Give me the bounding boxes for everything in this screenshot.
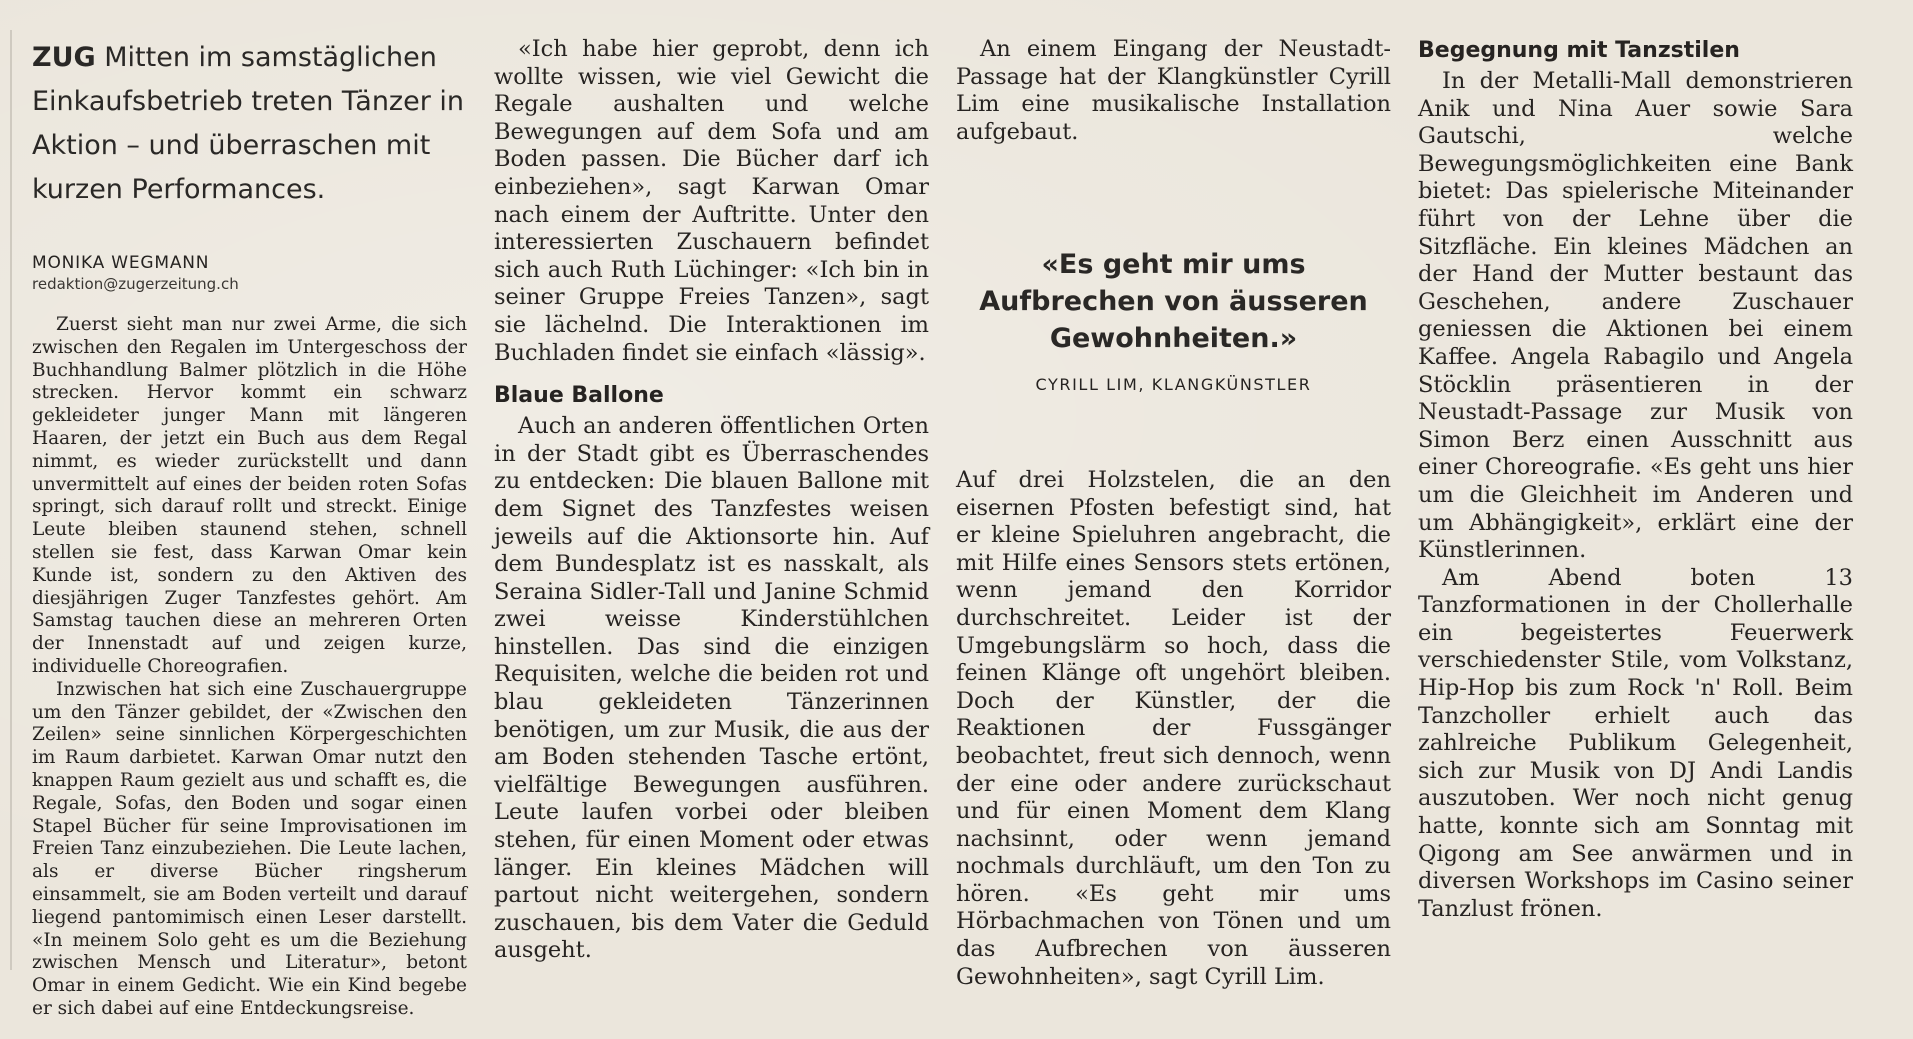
column-rule	[10, 30, 12, 970]
body-paragraph: An einem Eingang der Neustadt-Passage hat der Klangkünstler Cyrill Lim eine musikalische Installation aufgebaut.	[956, 36, 1391, 145]
column-1	[32, 36, 467, 1021]
body-paragraph: Auch an anderen öffentlichen Orten in der Stadt gibt es Überraschendes zu entdecken: Die blauen Ballone mit dem Signet des Tanzfestes weisen jeweils auf die Aktionsorte hin. Auf dem Bundesplatz ist es nasskalt, als Seraina Sidler-Tall und Janine Schmid zwei weisse Kinderstühlchen hinstellen. Das sind die einzigen Requisiten, welche die beiden rot und blau gekleideten Tänzerinnen benötigen, um zur Musik, die aus der am Boden stehenden Tasche ertönt, vielfältige Bewegungen ausführen. Leute laufen vorbei oder bleiben stehen, für einen Moment oder etwas länger. Ein kleines Mädchen will partout nicht weitergehen, sondern zuschauen, bis dem Vater die Geduld ausgeht.	[494, 413, 929, 964]
byline-email: redaktion@zugerzeitung.ch	[32, 275, 239, 293]
lead-paragraph	[32, 36, 467, 212]
subheading: Begegnung mit Tanzstilen	[1418, 38, 1740, 63]
lead-kicker: ZUG	[32, 42, 96, 73]
column-3	[956, 36, 1391, 991]
body-paragraph: Inzwischen hat sich eine Zuschauergruppe um den Tänzer gebildet, der «Zwischen den Zeilen» seine sinnlichen Körpergeschichten im Raum darbietet. Karwan Omar nutzt den knappen Raum gezielt aus und schafft es, die Regale, Sofas, den Boden und sogar einen Stapel Bücher für seine Improvisationen im Freien Tanz einzubeziehen. Die Leute lachen, als er diverse Bücher ringsherum einsammelt, sie am Boden verteilt und darauf liegend pantomimisch einen Leser darstellt. «In meinem Solo geht es um die Beziehung zwischen Mensch und Literatur», betont Omar in einem Gedicht. Wie ein Kind begebe er sich dabei auf eine Entdeckungsreise.	[32, 678, 467, 1019]
pull-quote	[956, 246, 1391, 399]
body-paragraph: Auf drei Holzstelen, die an den eisernen Pfosten befestigt sind, hat er kleine Spieluhren angebracht, die mit Hilfe eines Sensors stets ertönen, wenn jemand den Korridor durchschreitet. Leider ist der Umgebungslärm so hoch, dass die feinen Klänge oft ungehört bleiben. Doch der Künstler, der die Reaktionen der Fussgänger beobachtet, freut sich dennoch, wenn der eine oder andere zurückschaut und für einen Moment dem Klang nachsinnt, oder wenn jemand nochmals durchläuft, um den Ton zu hören. «Es geht mir ums Hörbachmachen von Tönen und um das Aufbrechen von äusseren Gewohnheiten», sagt Cyrill Lim.	[956, 466, 1391, 990]
column-2	[494, 36, 929, 965]
body-paragraph: Zuerst sieht man nur zwei Arme, die sich zwischen den Regalen im Untergeschoss der Buchhandlung Balmer plötzlich in die Höhe strecken. Hervor kommt ein schwarz gekleideter junger Mann mit längeren Haaren, der jetzt ein Buch aus dem Regal nimmt, es wieder zurückstellt und dann unvermittelt auf eines der beiden roten Sofas springt, sich darauf rollt und streckt. Einige Leute bleiben staunend stehen, schnell stellen sie fest, dass Karwan Omar kein Kunde ist, sondern zu den Aktiven des diesjährigen Zuger Tanzfestes gehört. Am Samstag tauchen diese an mehreren Orten der Innenstadt auf und zeigen kurze, individuelle Choreografien.	[32, 314, 467, 677]
subheading: Blaue Ballone	[494, 383, 664, 409]
body-paragraph: In der Metalli-Mall demonstrieren Anik und Nina Auer sowie Sara Gautschi, welche Bewegungsmöglichkeiten eine Bank bietet: Das spielerische Miteinander führt von der Lehne über die Sitzfläche. Ein kleines Mädchen an der Hand der Mutter bestaunt das Geschehen, andere Zuschauer geniessen die Aktionen bei einem Kaffee. Angela Rabagilo und Angela Stöcklin präsentieren in der Neustadt-Passage zur Musik von Simon Berz einen Ausschnitt aus einer Choreografie. «Es geht uns hier um die Gleichheit im Anderen und um Abhängigkeit», erklärt eine der Künstlerinnen.	[1418, 68, 1853, 564]
pull-quote-source: CYRILL LIM, KLANGKÜNSTLER	[1035, 375, 1312, 395]
body-paragraph: «Ich habe hier geprobt, denn ich wollte wissen, wie viel Gewicht die Regale aushalten und welche Bewegungen auf dem Sofa und am Boden passen. Die Bücher darf ich einbeziehen», sagt Karwan Omar nach einem der Auftritte. Unter den interessierten Zuschauern befindet sich auch Ruth Lüchinger: «Ich bin in seiner Gruppe Freies Tanzen», sagt sie lächelnd. Die Interaktionen im Buchladen findet sie einfach «lässig».	[494, 36, 929, 366]
byline-author: MONIKA WEGMANN	[32, 253, 210, 273]
pull-quote-text: «Es geht mir ums Aufbrechen von äusseren Gewohnheiten.»	[979, 249, 1368, 355]
lead-text: Mitten im samstäglichen Einkaufsbetrieb treten Tänzer in Aktion – und überraschen mit kurzen Performances.	[32, 42, 465, 205]
body-paragraph: Am Abend boten 13 Tanzformationen in der Chollerhalle ein begeistertes Feuerwerk verschiedenster Stile, vom Volkstanz, Hip-Hop bis zum Rock 'n' Roll. Beim Tanzcholler erhielt auch das zahlreiche Publikum Gelegenheit, sich zur Musik von DJ Andi Landis auszutoben. Wer noch nicht genug hatte, konnte sich am Sonntag mit Qigong am See anwärmen und in diversen Workshops im Casino seiner Tanzlust frönen.	[1418, 564, 1853, 922]
column-4	[1418, 36, 1853, 923]
